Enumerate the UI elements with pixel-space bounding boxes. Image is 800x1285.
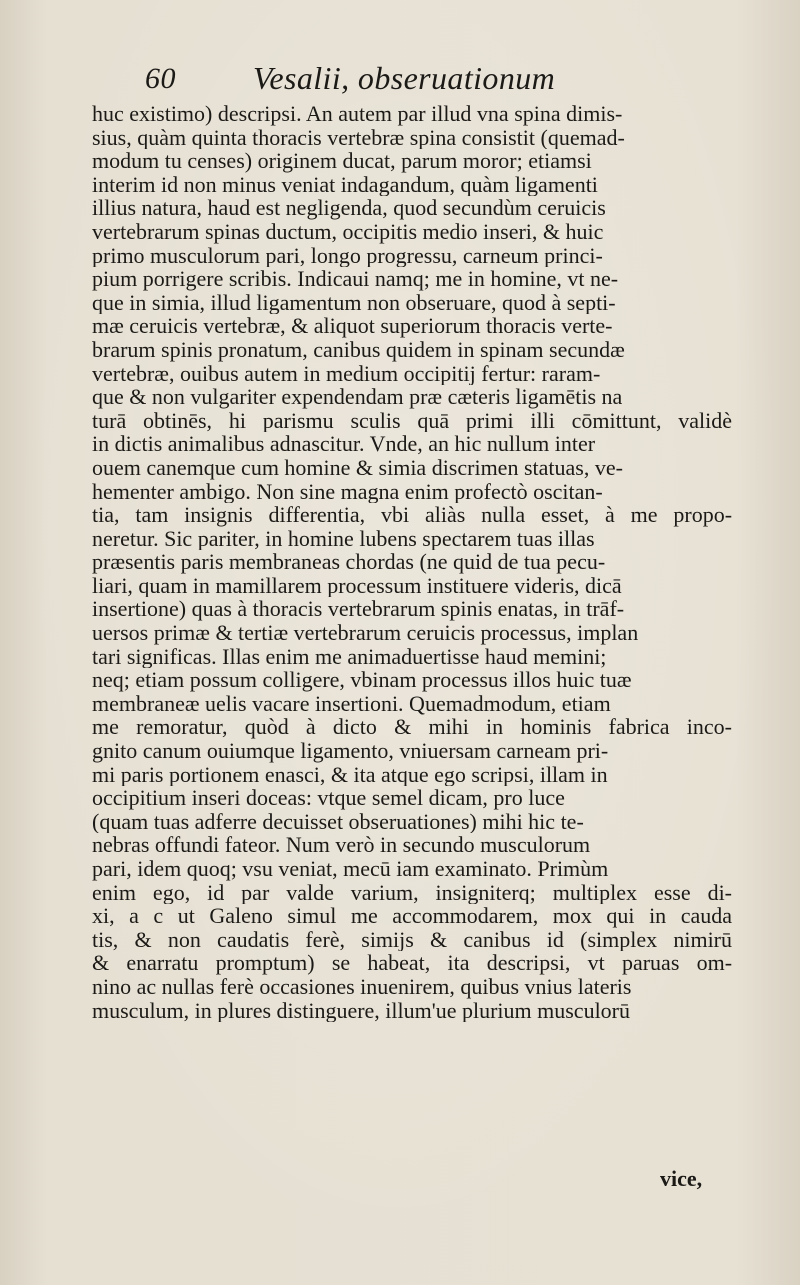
text-line: gnito canum ouiumque ligamento, vniuersam carneam pri-: [92, 739, 609, 763]
text-line: (quam tuas adferre decuisset obseruationes) mihi hic te-: [92, 809, 584, 834]
text-line: illius natura, haud est negligenda, quod secundùm ceruicis: [92, 196, 606, 220]
text-line: me remoratur, quòd à dicto & mihi in hominis fabrica inco-: [92, 715, 732, 740]
text-line: vertebrarum spinas ductum, occipitis medio inseri, & huic: [92, 219, 604, 244]
text-line: nino ac nullas ferè occasiones inuenirem, quibus vnius lateris: [92, 974, 632, 999]
page-header: [145, 58, 705, 102]
text-line: in dictis animalibus adnascitur. Vnde, an hic nullum inter: [92, 432, 596, 456]
text-line: tia, tam insignis differentia, vbi aliàs nulla esset, à me propo-: [92, 503, 732, 527]
catchword: vice,: [660, 1166, 703, 1191]
text-line: brarum spinis pronatum, canibus quidem in spinam secundæ: [92, 337, 625, 362]
text-line: musculum, in plures distinguere, illum'ue plurium musculorū: [92, 998, 631, 1023]
text-line: primo musculorum pari, longo progressu, carneum princi-: [92, 243, 603, 268]
text-line: præsentis paris membraneas chordas (ne quid de tua pecu-: [92, 550, 606, 574]
text-line: uersos primæ & tertiæ vertebrarum ceruicis processus, implan: [92, 621, 639, 645]
text-line: liari, quam in mamillarem processum instituere videris, dicā: [92, 573, 622, 598]
text-line: nebras offundi fateor. Num verò in secundo musculorum: [92, 833, 591, 857]
text-line: mæ ceruicis vertebræ, & aliquot superiorum thoracis verte-: [92, 314, 613, 338]
text-line: interim id non minus veniat indagandum, quàm ligamenti: [92, 172, 598, 197]
text-line: pium porrigere scribis. Indicaui namq; me in homine, vt ne-: [92, 267, 619, 291]
text-line: occipitium inseri doceas: vtque semel dicam, pro luce: [92, 786, 565, 810]
text-line: turā obtinēs, hi parismu sculis quā primi illi cōmittunt, validè: [92, 408, 732, 433]
text-line: tis, & non caudatis ferè, simijs & canibus id (simplex nimirū: [92, 927, 732, 952]
running-head: Vesalii, obseruationum: [253, 60, 556, 96]
text-line: huc existimo) descripsi. An autem par illud vna spina dimis-: [92, 102, 623, 126]
text-line: mi paris portionem enasci, & ita atque ego scripsi, illam in: [92, 762, 608, 787]
text-line: sius, quàm quinta thoracis vertebræ spina consistit (quemad-: [92, 125, 625, 150]
text-line: xi, a c ut Galeno simul me accommodarem, mox qui in cauda: [92, 904, 732, 928]
text-line: pari, idem quoq; vsu veniat, mecū iam examinato. Primùm: [92, 857, 609, 881]
text-line: enim ego, id par valde varium, insigniterq; multiplex esse di-: [92, 880, 732, 905]
text-line: insertione) quas à thoracis vertebrarum spinis enatas, in trāf-: [92, 597, 625, 622]
text-line: neretur. Sic pariter, in homine lubens spectarem tuas illas: [92, 526, 595, 551]
text-line: modum tu censes) originem ducat, parum moror; etiamsi: [92, 149, 592, 173]
text-line: vertebræ, ouibus autem in medium occipitij fertur: raram-: [92, 361, 601, 386]
text-line: que in simia, illud ligamentum non obseruare, quod à septi-: [92, 290, 616, 315]
text-line: ouem canemque cum homine & simia discrimen statuas, ve-: [92, 455, 623, 480]
page-number: 60: [145, 62, 176, 95]
text-line: hementer ambigo. Non sine magna enim profectò oscitan-: [92, 479, 603, 504]
text-line: membraneæ uelis vacare insertioni. Quemadmodum, etiam: [92, 691, 611, 716]
text-line: neq; etiam possum colligere, vbinam processus illos huic tuæ: [92, 668, 632, 692]
text-line: & enarratu promptum) se habeat, ita descripsi, vt paruas om-: [92, 951, 732, 975]
text-line: que & non vulgariter expendendam præ cæteris ligamētis na: [92, 385, 623, 409]
body-text: [92, 102, 732, 1022]
text-line: tari significas. Illas enim me animaduertisse haud memini;: [92, 644, 607, 669]
